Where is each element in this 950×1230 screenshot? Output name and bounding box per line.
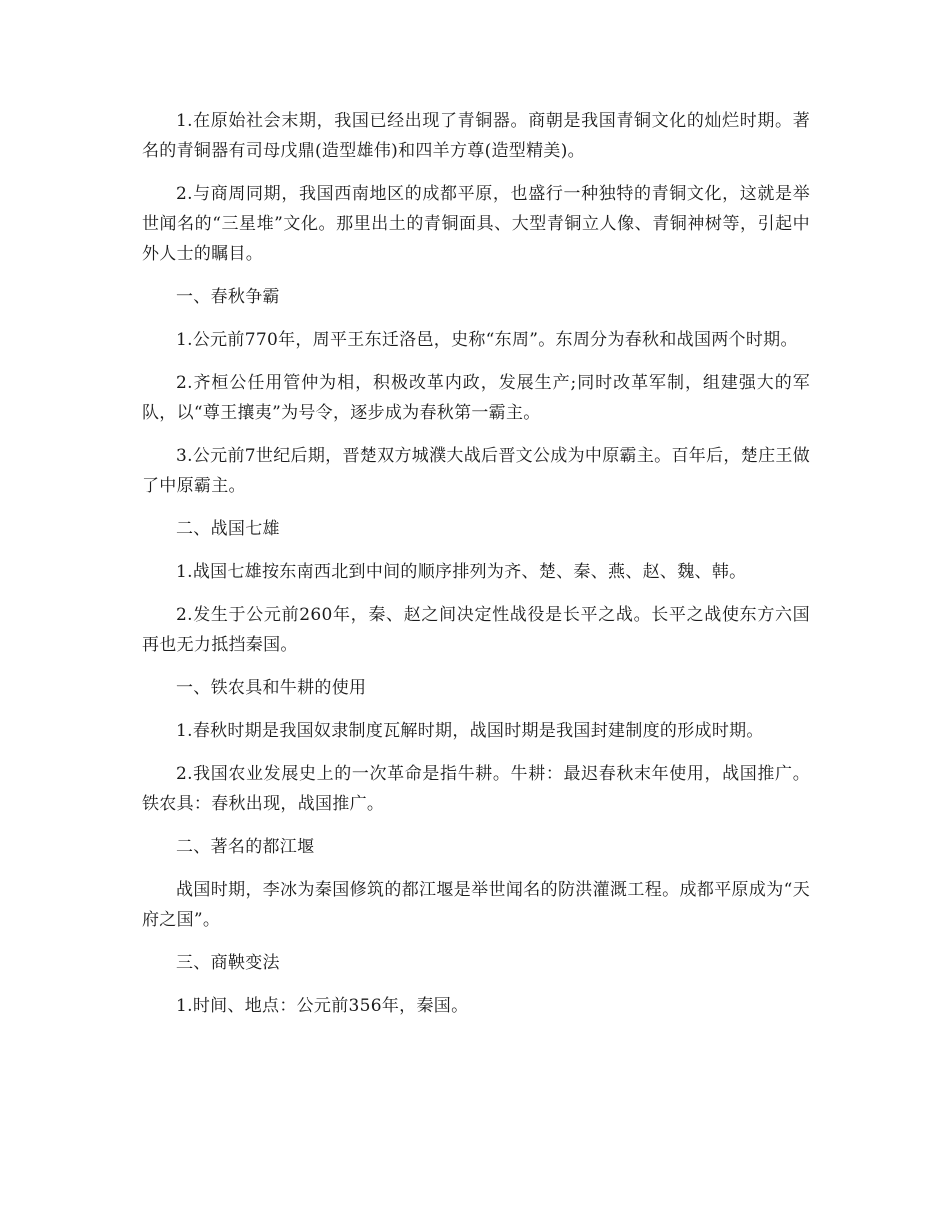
paragraph-ox-plough: 2.我国农业发展史上的一次革命是指牛耕。牛耕：最迟春秋末年使用，战国推广。铁农具：春秋出现，战国推广。 — [142, 764, 810, 814]
section-heading-spring-autumn: 一、春秋争霸 — [176, 287, 280, 307]
paragraph-jin-chu: 3.公元前7世纪后期，晋楚双方城濮大战后晋文公成为中原霸主。百年后，楚庄王做了中原霸主。 — [142, 446, 810, 496]
paragraph-dujiangyan: 战国时期，李冰为秦国修筑的都江堰是举世闻名的防洪灌溉工程。成都平原成为“天府之国”。 — [142, 880, 810, 930]
section-heading-iron-tools: 一、铁农具和牛耕的使用 — [176, 678, 367, 698]
section-heading-dujiangyan: 二、著名的都江堰 — [176, 837, 315, 857]
paragraph-seven-states-order: 1.战国七雄按东南西北到中间的顺序排列为齐、楚、秦、燕、赵、魏、韩。 — [176, 562, 747, 582]
paragraph-duke-huan: 2.齐桓公任用管仲为相，积极改革内政，发展生产;同时改革军制，组建强大的军队，以“尊王攘夷”为号令，逐步成为春秋第一霸主。 — [142, 373, 810, 423]
document-body — [142, 106, 810, 1034]
paragraph-sanxingdui: 2.与商周同期，我国西南地区的成都平原，也盛行一种独特的青铜文化，这就是举世闻名的“三星堆”文化。那里出土的青铜面具、大型青铜立人像、青铜神树等，引起中外人士的瞩目。 — [142, 184, 810, 264]
section-heading-shang-yang: 三、商鞅变法 — [176, 953, 280, 973]
paragraph-bronze-origins: 1.在原始社会末期，我国已经出现了青铜器。商朝是我国青铜文化的灿烂时期。著名的青铜器有司母戊鼎(造型雄伟)和四羊方尊(造型精美)。 — [142, 111, 810, 161]
section-heading-seven-states: 二、战国七雄 — [176, 519, 280, 539]
paragraph-eastern-zhou: 1.公元前770年，周平王东迁洛邑，史称“东周”。东周分为春秋和战国两个时期。 — [176, 330, 798, 350]
paragraph-slavery-feudalism: 1.春秋时期是我国奴隶制度瓦解时期，战国时期是我国封建制度的形成时期。 — [176, 721, 764, 741]
paragraph-changping: 2.发生于公元前260年，秦、赵之间决定性战役是长平之战。长平之战使东方六国再也无力抵挡秦国。 — [142, 605, 810, 655]
paragraph-shang-yang-time: 1.时间、地点：公元前356年，秦国。 — [176, 996, 469, 1016]
